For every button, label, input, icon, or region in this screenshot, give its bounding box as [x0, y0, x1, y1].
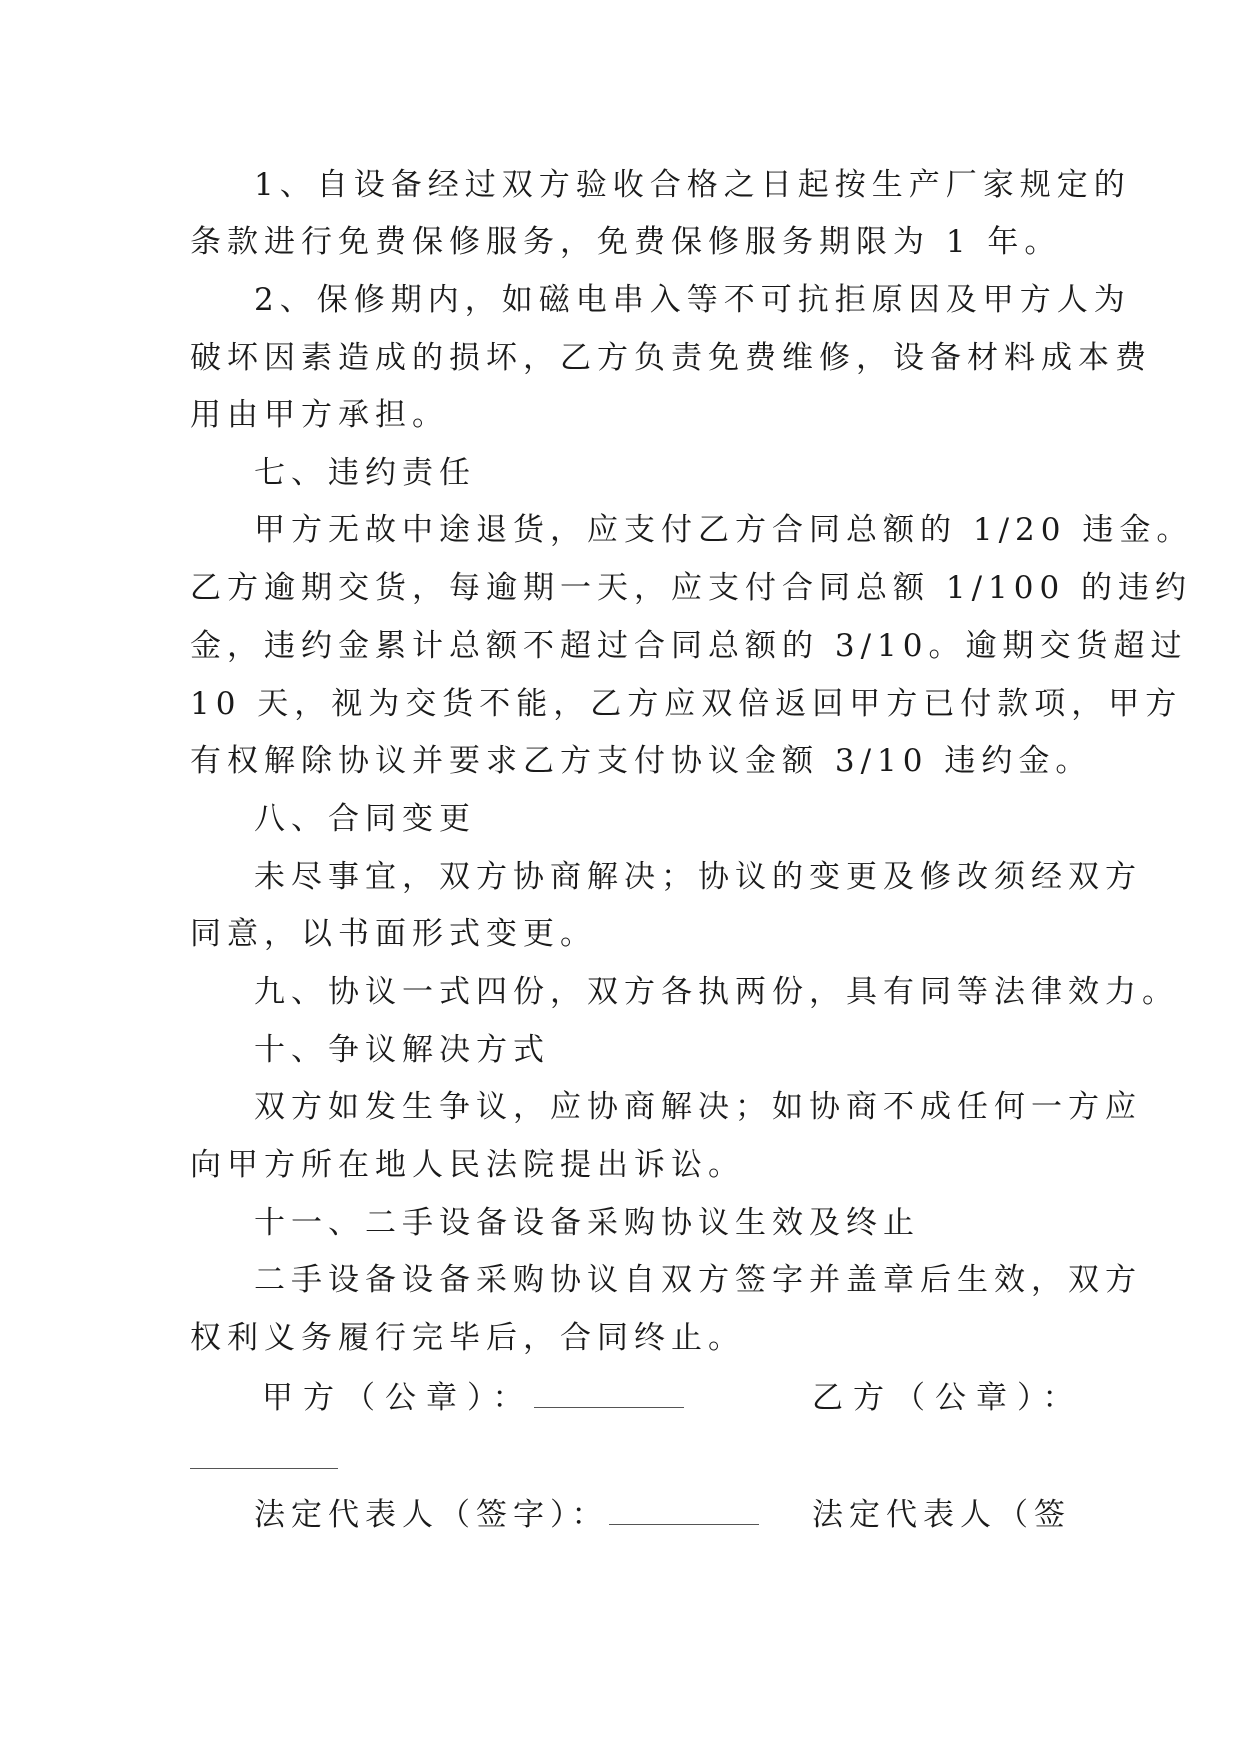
section-7-heading: 七、违约责任 — [254, 455, 476, 491]
section-8-line-2: 同意，以书面形式变更。 — [190, 916, 597, 952]
section-11-line-1: 二手设备设备采购协议自双方签字并盖章后生效，双方 — [254, 1262, 1142, 1298]
party-a-seal-row — [262, 1378, 684, 1418]
section-10-line-2: 向甲方所在地人民法院提出诉讼。 — [190, 1147, 745, 1183]
rep-a-row — [254, 1495, 759, 1535]
party-b-seal-label: 乙方（公章）： — [812, 1380, 1084, 1416]
section-8-line-1: 未尽事宜，双方协商解决；协议的变更及修改须经双方 — [254, 859, 1142, 895]
section-7-line-1: 甲方无故中途退货，应支付乙方合同总额的 1/20 违金。 — [254, 512, 1194, 548]
clause-2-line-2: 破坏因素造成的损坏，乙方负责免费维修，设备材料成本费 — [190, 340, 1152, 376]
section-7-line-5: 有权解除协议并要求乙方支付协议金额 3/10 违约金。 — [190, 743, 1093, 779]
section-11-heading: 十一、二手设备设备采购协议生效及终止 — [254, 1205, 920, 1241]
section-7-line-3: 金，违约金累计总额不超过合同总额的 3/10。逾期交货超过 — [190, 628, 1188, 664]
rep-b-label: 法定代表人（签 — [812, 1497, 1071, 1533]
party-b-seal-blank — [190, 1468, 338, 1469]
section-10-line-1: 双方如发生争议，应协商解决；如协商不成任何一方应 — [254, 1089, 1142, 1125]
section-7-line-4: 10 天，视为交货不能，乙方应双倍返回甲方已付款项，甲方 — [190, 686, 1183, 722]
clause-1-line-2: 条款进行免费保修服务，免费保修服务期限为 1 年。 — [190, 224, 1062, 260]
clause-1-line-1: 1、自设备经过双方验收合格之日起按生产厂家规定的 — [254, 167, 1131, 203]
section-9-heading: 九、协议一式四份，双方各执两份，具有同等法律效力。 — [254, 974, 1179, 1010]
party-a-seal-blank — [534, 1381, 684, 1408]
section-10-heading: 十、争议解决方式 — [254, 1032, 550, 1068]
rep-a-blank — [609, 1498, 759, 1525]
rep-a-label: 法定代表人（签字）： — [254, 1497, 609, 1533]
section-7-line-2: 乙方逾期交货，每逾期一天，应支付合同总额 1/100 的违约 — [190, 570, 1193, 606]
clause-2-line-3: 用由甲方承担。 — [190, 397, 449, 433]
party-a-seal-label: 甲方（公章）： — [262, 1380, 534, 1416]
section-11-line-2: 权利义务履行完毕后，合同终止。 — [190, 1320, 745, 1356]
clause-2-line-1: 2、保修期内，如磁电串入等不可抗拒原因及甲方人为 — [254, 282, 1131, 318]
section-8-heading: 八、合同变更 — [254, 801, 476, 837]
